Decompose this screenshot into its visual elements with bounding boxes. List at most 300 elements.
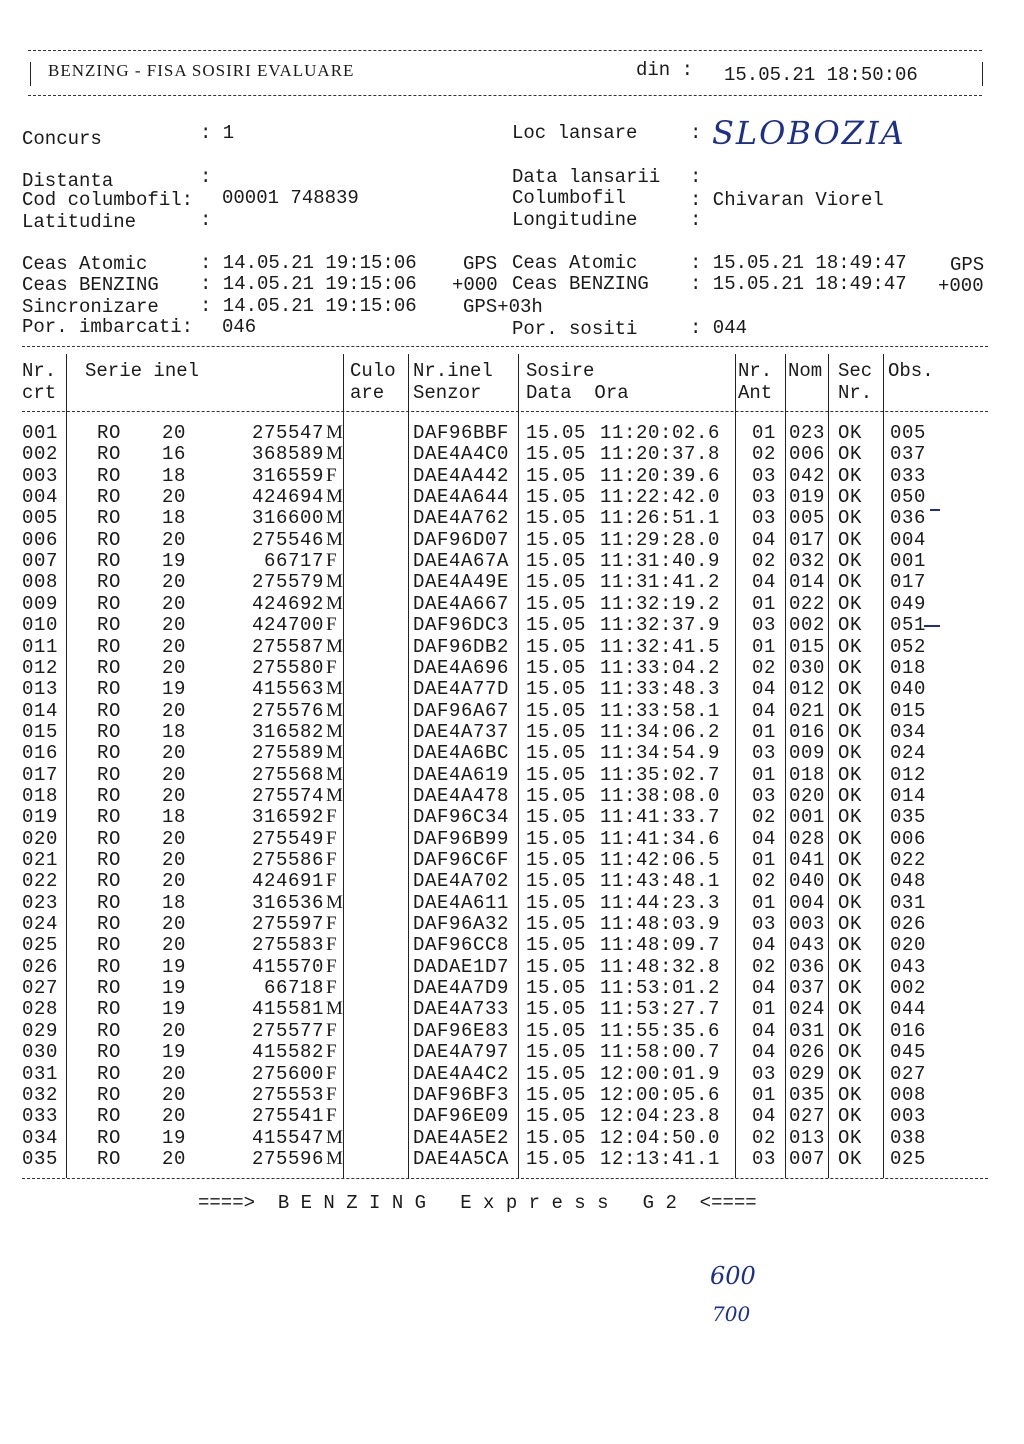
ceas-benzing-right-value: : 15.05.21 18:49:47 (690, 273, 907, 295)
cell-nom: 036 (789, 955, 826, 978)
col-header-serie-inel: Serie inel (85, 360, 200, 382)
table-row (0, 614, 1024, 635)
cell-nr-ant: 02 (752, 955, 777, 978)
cell-nr-crt: 025 (22, 934, 59, 957)
cell-sec-nr: OK (838, 763, 863, 786)
cell-arrival-time: 11:20:02.6 (600, 422, 721, 444)
cell-sensor-id: DAE4A611 (413, 891, 510, 914)
table-row (0, 1127, 1024, 1148)
table-bottom-border (22, 1178, 988, 1179)
cell-sensor-id: DAF96C6F (413, 849, 510, 871)
cell-sec-nr: OK (838, 1126, 863, 1149)
cell-nr-crt: 023 (22, 891, 59, 914)
cell-arrival-date: 15.05 (526, 1083, 587, 1106)
cell-ring-number: 275600 (251, 1062, 324, 1085)
cell-arrival-time: 11:53:27.7 (600, 998, 721, 1021)
cell-year: 20 (162, 1083, 187, 1106)
cell-arrival-date: 15.05 (526, 784, 587, 807)
cell-arrival-time: 11:32:41.5 (600, 635, 721, 658)
cell-ring-number: 424694 (251, 486, 324, 509)
cell-obs: 020 (890, 934, 927, 957)
cell-nr-ant: 02 (752, 443, 777, 466)
cell-obs: 003 (890, 1105, 927, 1128)
cell-sec-nr: OK (838, 784, 863, 807)
cell-obs: 033 (890, 464, 927, 487)
ceas-benzing-right-label: Ceas BENZING (512, 273, 649, 295)
por-imbarcati-label: Por. imbarcati: (22, 316, 194, 338)
cell-year: 20 (162, 571, 187, 594)
cell-nom: 041 (789, 849, 826, 871)
cell-arrival-time: 11:29:28.0 (600, 528, 721, 551)
cell-obs: 027 (890, 1062, 927, 1085)
cell-ring-number: 275576 (251, 699, 324, 722)
cell-nom: 015 (789, 635, 826, 658)
cell-nr-ant: 01 (752, 635, 777, 658)
cell-arrival-time: 11:48:09.7 (600, 934, 721, 957)
cell-country: RO (97, 891, 122, 914)
cell-arrival-date: 15.05 (526, 1041, 587, 1064)
cell-ring-number: 275589 (251, 742, 324, 765)
table-row (0, 443, 1024, 464)
sincronizare-suffix: GPS+03h (463, 296, 543, 318)
ceas-atomic-right-suffix: GPS (950, 254, 985, 276)
cell-obs: 043 (890, 955, 927, 978)
cell-nr-ant: 02 (752, 550, 777, 573)
cell-arrival-date: 15.05 (526, 806, 587, 829)
cell-sensor-id: DAE4A77D (413, 678, 510, 701)
data-lansarii-label: Data lansarii (512, 166, 661, 188)
cell-sensor-id: DAF96BBF (413, 422, 510, 444)
cell-sex: F (326, 977, 338, 999)
cell-obs: 052 (890, 635, 927, 658)
cell-nr-crt: 014 (22, 699, 59, 722)
cell-year: 20 (162, 592, 187, 615)
cell-nom: 005 (789, 507, 826, 530)
cell-obs: 018 (890, 656, 927, 679)
cell-sensor-id: DAF96B99 (413, 827, 510, 850)
cell-ring-number: 415563 (251, 678, 324, 701)
cell-year: 20 (162, 656, 187, 679)
cell-sec-nr: OK (838, 849, 863, 871)
cell-ring-number: 275579 (251, 571, 324, 594)
cell-sensor-id: DAE4A644 (413, 486, 510, 509)
cell-sensor-id: DAE4A442 (413, 464, 510, 487)
cell-nom: 042 (789, 464, 826, 487)
cell-obs: 004 (890, 528, 927, 551)
cell-sensor-id: DAE4A4C0 (413, 443, 510, 466)
table-header-border (22, 411, 988, 412)
cell-year: 20 (162, 870, 187, 893)
cell-nr-ant: 01 (752, 998, 777, 1021)
cell-nom: 029 (789, 1062, 826, 1085)
cell-arrival-date: 15.05 (526, 507, 587, 530)
cell-obs: 034 (890, 720, 927, 743)
cell-year: 20 (162, 742, 187, 765)
cell-country: RO (97, 678, 122, 701)
cell-sex: M (326, 1126, 344, 1148)
cell-country: RO (97, 1126, 122, 1149)
cell-country: RO (97, 1041, 122, 1064)
cell-nom: 022 (789, 592, 826, 615)
ceas-atomic-left-label: Ceas Atomic (22, 253, 148, 275)
table-row (0, 636, 1024, 657)
cell-nr-crt: 027 (22, 977, 59, 1000)
concurs-value: : 1 (200, 122, 235, 144)
cell-arrival-date: 15.05 (526, 955, 587, 978)
cell-sex: M (326, 635, 344, 657)
cell-nom: 023 (789, 422, 826, 444)
cell-ring-number: 275583 (251, 934, 324, 957)
cell-sec-nr: OK (838, 614, 863, 637)
cell-nr-ant: 02 (752, 806, 777, 829)
cell-country: RO (97, 592, 122, 615)
cell-ring-number: 275546 (251, 528, 324, 551)
cell-arrival-date: 15.05 (526, 486, 587, 509)
cell-arrival-date: 15.05 (526, 720, 587, 743)
cell-sec-nr: OK (838, 977, 863, 1000)
ceas-atomic-left-value: : 14.05.21 19:15:06 (200, 252, 417, 274)
cell-country: RO (97, 550, 122, 573)
columbofil-label: Columbofil (512, 187, 627, 209)
handwritten-note-2: 700 (712, 1302, 751, 1326)
cell-nom: 028 (789, 827, 826, 850)
cell-nom: 009 (789, 742, 826, 765)
cell-obs: 022 (890, 849, 927, 871)
cell-nom: 027 (789, 1105, 826, 1128)
cell-year: 20 (162, 1105, 187, 1128)
table-row (0, 700, 1024, 721)
cell-sensor-id: DAE4A696 (413, 656, 510, 679)
cell-nr-ant: 04 (752, 528, 777, 551)
cell-sensor-id: DAE4A619 (413, 763, 510, 786)
cell-nr-ant: 04 (752, 699, 777, 722)
cell-ring-number: 66718 (263, 977, 324, 1000)
cell-sex: M (326, 507, 344, 529)
cell-nr-crt: 029 (22, 1019, 59, 1042)
table-row (0, 550, 1024, 571)
table-row (0, 998, 1024, 1019)
ceas-benzing-left-label: Ceas BENZING (22, 274, 159, 296)
cell-year: 20 (162, 913, 187, 936)
cell-nr-crt: 021 (22, 849, 59, 871)
cell-ring-number: 316536 (251, 891, 324, 914)
cell-sex: M (326, 592, 344, 614)
ceas-benzing-right-suffix: +000 (938, 275, 984, 297)
cell-nr-crt: 011 (22, 635, 59, 658)
cell-sec-nr: OK (838, 827, 863, 850)
cell-sex: M (326, 720, 344, 742)
cell-nr-crt: 003 (22, 464, 59, 487)
cell-obs: 001 (890, 550, 927, 573)
cell-arrival-time: 11:43:48.1 (600, 870, 721, 893)
cell-nr-ant: 01 (752, 1083, 777, 1106)
cell-nom: 032 (789, 550, 826, 573)
cell-sex: F (326, 806, 338, 828)
cell-sensor-id: DAE4A733 (413, 998, 510, 1021)
cell-sec-nr: OK (838, 742, 863, 765)
cell-arrival-time: 11:35:02.7 (600, 763, 721, 786)
cell-nr-ant: 03 (752, 742, 777, 765)
header-right-border (982, 62, 983, 86)
cell-nr-crt: 004 (22, 486, 59, 509)
cell-year: 20 (162, 614, 187, 637)
cell-arrival-time: 12:04:23.8 (600, 1105, 721, 1128)
cell-sex: M (326, 528, 344, 550)
cell-nr-crt: 031 (22, 1062, 59, 1085)
cell-country: RO (97, 849, 122, 871)
cell-arrival-time: 11:58:00.7 (600, 1041, 721, 1064)
col-header-senzor: Senzor (413, 382, 482, 404)
cell-sex: M (326, 742, 344, 764)
cell-nr-ant: 03 (752, 913, 777, 936)
cell-nom: 014 (789, 571, 826, 594)
cell-nom: 037 (789, 977, 826, 1000)
cell-sec-nr: OK (838, 528, 863, 551)
cell-nr-crt: 017 (22, 763, 59, 786)
cell-sensor-id: DAF96E09 (413, 1105, 510, 1128)
cell-year: 20 (162, 784, 187, 807)
cell-nr-ant: 03 (752, 614, 777, 637)
cell-arrival-time: 11:42:06.5 (600, 849, 721, 871)
cell-obs: 025 (890, 1147, 927, 1170)
cell-sec-nr: OK (838, 806, 863, 829)
cell-year: 18 (162, 507, 187, 530)
cell-country: RO (97, 614, 122, 637)
col-header-sosire: Sosire (526, 360, 595, 382)
cell-nr-crt: 028 (22, 998, 59, 1021)
cell-country: RO (97, 656, 122, 679)
cell-nr-crt: 020 (22, 827, 59, 850)
cell-nr-ant: 03 (752, 1147, 777, 1170)
cell-nom: 030 (789, 656, 826, 679)
cell-nr-ant: 02 (752, 870, 777, 893)
table-row (0, 1105, 1024, 1126)
cell-arrival-date: 15.05 (526, 422, 587, 444)
col-header-sec: Sec (838, 360, 873, 382)
col-header-culoare: Culo (350, 360, 396, 382)
cell-nom: 012 (789, 678, 826, 701)
table-row (0, 1084, 1024, 1105)
cell-country: RO (97, 827, 122, 850)
cell-nr-ant: 02 (752, 1126, 777, 1149)
cell-ring-number: 275586 (251, 849, 324, 871)
cell-sex: M (326, 763, 344, 785)
cell-nr-crt: 013 (22, 678, 59, 701)
cell-country: RO (97, 934, 122, 957)
cell-nr-ant: 04 (752, 1041, 777, 1064)
cell-obs: 036 (890, 507, 927, 530)
cell-nom: 031 (789, 1019, 826, 1042)
cell-sec-nr: OK (838, 1019, 863, 1042)
cell-nr-ant: 01 (752, 720, 777, 743)
cell-nr-crt: 016 (22, 742, 59, 765)
cell-ring-number: 275587 (251, 635, 324, 658)
cell-obs: 008 (890, 1083, 927, 1106)
cell-year: 20 (162, 1019, 187, 1042)
cell-year: 20 (162, 486, 187, 509)
cell-arrival-time: 11:33:04.2 (600, 656, 721, 679)
cell-sec-nr: OK (838, 1105, 863, 1128)
cell-sex: F (326, 827, 338, 849)
cell-sex: M (326, 422, 344, 443)
cell-country: RO (97, 742, 122, 765)
table-row (0, 849, 1024, 870)
cell-arrival-time: 11:41:33.7 (600, 806, 721, 829)
col-header-culoare-2: are (350, 382, 385, 404)
cell-year: 20 (162, 934, 187, 957)
cell-country: RO (97, 1083, 122, 1106)
table-row (0, 422, 1024, 443)
cell-nr-ant: 04 (752, 827, 777, 850)
cell-nr-ant: 01 (752, 422, 777, 444)
cell-arrival-date: 15.05 (526, 977, 587, 1000)
cell-arrival-time: 11:32:37.9 (600, 614, 721, 637)
cell-nom: 013 (789, 1126, 826, 1149)
cell-obs: 050 (890, 486, 927, 509)
cell-ring-number: 415582 (251, 1041, 324, 1064)
cell-sensor-id: DAF96E83 (413, 1019, 510, 1042)
cell-sex: M (326, 784, 344, 806)
cell-arrival-date: 15.05 (526, 571, 587, 594)
cell-obs: 026 (890, 913, 927, 936)
cell-obs: 016 (890, 1019, 927, 1042)
cell-nom: 016 (789, 720, 826, 743)
report-datetime: 15.05.21 18:50:06 (724, 64, 918, 86)
cell-ring-number: 316582 (251, 720, 324, 743)
cell-arrival-date: 15.05 (526, 998, 587, 1021)
cell-arrival-date: 15.05 (526, 763, 587, 786)
cell-sex: M (326, 571, 344, 593)
table-row (0, 870, 1024, 891)
cell-obs: 048 (890, 870, 927, 893)
cell-nom: 020 (789, 784, 826, 807)
cell-nom: 043 (789, 934, 826, 957)
cell-ring-number: 275549 (251, 827, 324, 850)
cell-nom: 017 (789, 528, 826, 551)
cell-nr-crt: 009 (22, 592, 59, 615)
cell-nr-ant: 03 (752, 507, 777, 530)
cell-sec-nr: OK (838, 678, 863, 701)
cell-arrival-time: 11:44:23.3 (600, 891, 721, 914)
table-row (0, 593, 1024, 614)
cell-sensor-id: DAE4A5CA (413, 1147, 510, 1170)
ceas-atomic-right-label: Ceas Atomic (512, 252, 638, 274)
cell-sex: F (326, 550, 338, 572)
cell-sensor-id: DAF96CC8 (413, 934, 510, 957)
cell-ring-number: 424692 (251, 592, 324, 615)
cell-obs: 006 (890, 827, 927, 850)
table-row (0, 828, 1024, 849)
cell-country: RO (97, 763, 122, 786)
cell-nr-crt: 018 (22, 784, 59, 807)
col-header-obs: Obs. (888, 360, 934, 382)
table-row (0, 977, 1024, 998)
cell-ring-number: 415570 (251, 955, 324, 978)
longitudine-label: Longitudine (512, 209, 638, 231)
cell-ring-number: 66717 (263, 550, 324, 573)
table-row (0, 1041, 1024, 1062)
concurs-label: Concurs (22, 128, 102, 150)
cell-nom: 040 (789, 870, 826, 893)
table-row (0, 529, 1024, 550)
cell-sensor-id: DAE4A667 (413, 592, 510, 615)
cell-year: 19 (162, 955, 187, 978)
cell-year: 16 (162, 443, 187, 466)
cell-nr-ant: 01 (752, 592, 777, 615)
cell-nr-crt: 012 (22, 656, 59, 679)
cell-nr-ant: 03 (752, 784, 777, 807)
cell-nr-crt: 024 (22, 913, 59, 936)
cell-nr-crt: 010 (22, 614, 59, 637)
cell-sex: F (326, 1062, 338, 1084)
table-row (0, 507, 1024, 528)
table-row (0, 764, 1024, 785)
cell-arrival-time: 11:31:41.2 (600, 571, 721, 594)
cell-arrival-time: 11:20:39.6 (600, 464, 721, 487)
cell-nom: 007 (789, 1147, 826, 1170)
cell-sensor-id: DAF96A67 (413, 699, 510, 722)
cell-country: RO (97, 1105, 122, 1128)
cell-arrival-date: 15.05 (526, 635, 587, 658)
cell-arrival-time: 11:41:34.6 (600, 827, 721, 850)
cell-ring-number: 275547 (251, 422, 324, 444)
cell-sensor-id: DAE4A737 (413, 720, 510, 743)
cell-year: 20 (162, 422, 187, 444)
cell-country: RO (97, 913, 122, 936)
header-left-border (30, 62, 31, 86)
cell-sensor-id: DAE4A762 (413, 507, 510, 530)
cell-ring-number: 415581 (251, 998, 324, 1021)
cell-country: RO (97, 784, 122, 807)
cell-nr-crt: 026 (22, 955, 59, 978)
cell-nr-crt: 007 (22, 550, 59, 573)
columbofil-value: : Chivaran Viorel (690, 189, 884, 211)
cell-nom: 001 (789, 806, 826, 829)
cell-nr-crt: 030 (22, 1041, 59, 1064)
cell-arrival-time: 11:34:06.2 (600, 720, 721, 743)
cell-nr-ant: 01 (752, 891, 777, 914)
data-lansarii-value: : (690, 166, 702, 188)
cell-arrival-date: 15.05 (526, 870, 587, 893)
cell-sec-nr: OK (838, 1062, 863, 1085)
cell-year: 18 (162, 806, 187, 829)
cell-ring-number: 316592 (251, 806, 324, 829)
table-row (0, 892, 1024, 913)
cell-obs: 017 (890, 571, 927, 594)
cell-sec-nr: OK (838, 443, 863, 466)
sincronizare-label: Sincronizare (22, 296, 159, 318)
cell-country: RO (97, 1147, 122, 1170)
cell-year: 19 (162, 1126, 187, 1149)
cell-arrival-time: 11:38:08.0 (600, 784, 721, 807)
cell-sex: F (326, 1041, 338, 1063)
cell-arrival-time: 11:53:01.2 (600, 977, 721, 1000)
cod-columbofil-value: 00001 748839 (222, 187, 359, 209)
handwritten-note-1: 600 (710, 1262, 756, 1290)
cell-sensor-id: DAF96A32 (413, 913, 510, 936)
table-row (0, 1148, 1024, 1169)
cell-ring-number: 415547 (251, 1126, 324, 1149)
cell-sec-nr: OK (838, 635, 863, 658)
table-row (0, 678, 1024, 699)
cell-nr-crt: 032 (22, 1083, 59, 1106)
table-row (0, 1020, 1024, 1041)
cell-obs: 012 (890, 763, 927, 786)
cell-nr-crt: 015 (22, 720, 59, 743)
cell-arrival-date: 15.05 (526, 934, 587, 957)
cell-arrival-date: 15.05 (526, 464, 587, 487)
cell-nom: 004 (789, 891, 826, 914)
